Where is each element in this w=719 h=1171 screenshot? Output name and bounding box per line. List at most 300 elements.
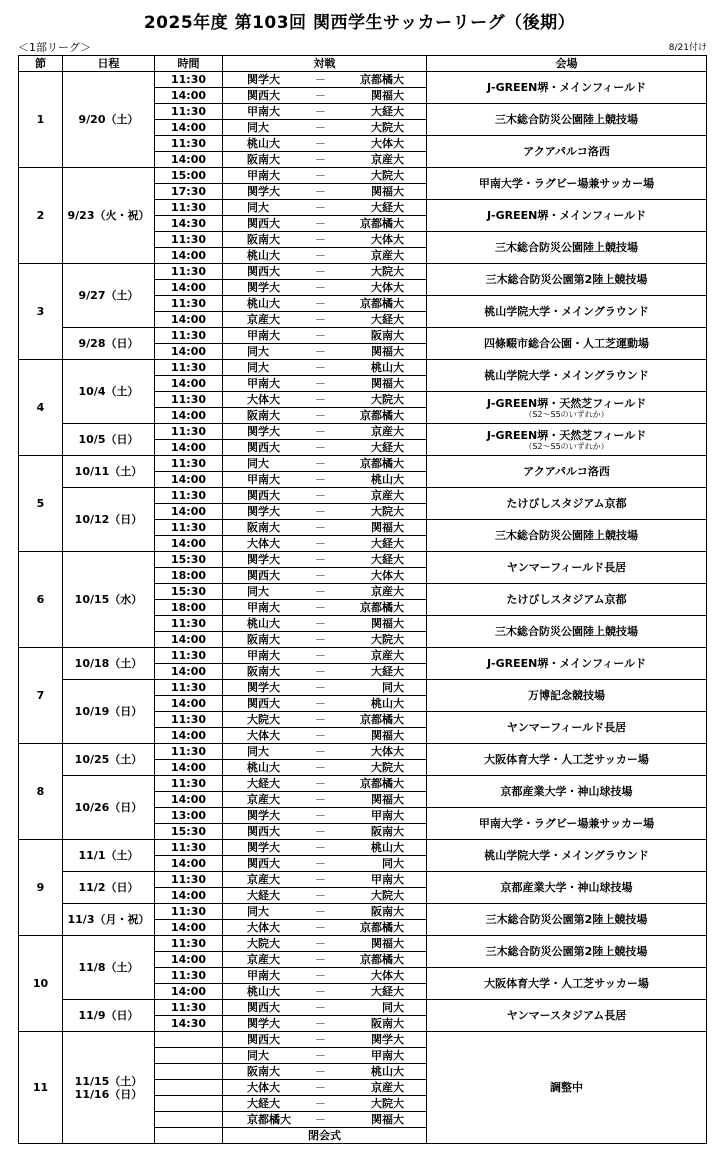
venue-name: 桃山学院大学・メイングラウンド — [484, 849, 649, 862]
match-pair — [223, 873, 426, 886]
venue-name: アクアパルコ洛西 — [523, 145, 610, 158]
away-team: 京都橘大 — [360, 73, 404, 86]
match-time: 11:30 — [155, 872, 223, 888]
vs-dash: － — [315, 649, 326, 662]
home-team: 大経大 — [247, 1097, 280, 1110]
vs-dash: － — [315, 1113, 326, 1126]
round-number: 5 — [19, 456, 63, 552]
match-time: 14:00 — [155, 792, 223, 808]
match-pair — [223, 329, 426, 342]
match-cell — [223, 840, 427, 856]
venue-name: 三木総合防災公園第2陸上競技場 — [485, 913, 648, 926]
match-pair — [223, 537, 426, 550]
vs-dash: － — [315, 809, 326, 822]
round-number: 4 — [19, 360, 63, 456]
closing-ceremony: 閉会式 — [223, 1128, 427, 1144]
match-pair — [223, 249, 426, 262]
venue-name: J-GREEN堺・メインフィールド — [486, 209, 647, 222]
match-time — [155, 1128, 223, 1144]
away-team: 関福大 — [371, 617, 404, 630]
match-cell — [223, 728, 427, 744]
home-team: 甲南大 — [247, 377, 280, 390]
match-pair — [223, 841, 426, 854]
match-pair — [223, 377, 426, 390]
away-team: 京都橘大 — [360, 921, 404, 934]
match-cell — [223, 1112, 427, 1128]
away-team: 大経大 — [371, 985, 404, 998]
match-pair — [223, 361, 426, 374]
home-team: 関西大 — [247, 1001, 280, 1014]
home-team: 関西大 — [247, 489, 280, 502]
table-row — [19, 648, 707, 664]
match-pair — [223, 857, 426, 870]
home-team: 関西大 — [247, 857, 280, 870]
away-team: 京産大 — [371, 249, 404, 262]
venue-name: 大阪体育大学・人工芝サッカー場 — [484, 977, 649, 990]
match-time: 14:00 — [155, 312, 223, 328]
vs-dash: － — [315, 137, 326, 150]
away-team: 京産大 — [371, 489, 404, 502]
venue-name: 万博記念競技場 — [528, 689, 605, 702]
vs-dash: － — [315, 953, 326, 966]
match-date: 11/3（月・祝） — [63, 904, 155, 936]
vs-dash: － — [315, 409, 326, 422]
match-cell — [223, 888, 427, 904]
home-team: 大経大 — [247, 777, 280, 790]
venue — [427, 136, 707, 168]
match-time: 14:00 — [155, 280, 223, 296]
header-match: 対戦 — [223, 56, 427, 72]
away-team: 関福大 — [371, 793, 404, 806]
home-team: 関学大 — [247, 809, 280, 822]
home-team: 甲南大 — [247, 601, 280, 614]
venue-name: 四條畷市総合公園・人工芝運動場 — [484, 337, 649, 350]
venue — [427, 200, 707, 232]
round-number: 3 — [19, 264, 63, 360]
vs-dash: － — [315, 457, 326, 470]
home-team: 甲南大 — [247, 473, 280, 486]
match-date: 9/28（日） — [63, 328, 155, 360]
home-team: 関西大 — [247, 89, 280, 102]
home-team: 同大 — [247, 1049, 269, 1062]
match-cell — [223, 664, 427, 680]
home-team: 関西大 — [247, 265, 280, 278]
vs-dash: － — [315, 233, 326, 246]
vs-dash: － — [315, 313, 326, 326]
match-pair — [223, 345, 426, 358]
match-date: 11/1（土） — [63, 840, 155, 872]
header-time: 時間 — [155, 56, 223, 72]
away-team: 関福大 — [371, 89, 404, 102]
match-pair — [223, 441, 426, 454]
home-team: 阪南大 — [247, 233, 280, 246]
match-time — [155, 1112, 223, 1128]
venue — [427, 584, 707, 616]
home-team: 関西大 — [247, 1033, 280, 1046]
match-cell — [223, 568, 427, 584]
vs-dash: － — [315, 601, 326, 614]
away-team: 関福大 — [371, 1113, 404, 1126]
venue — [427, 520, 707, 552]
away-team: 大院大 — [371, 633, 404, 646]
match-cell — [223, 104, 427, 120]
match-date: 10/15（水） — [63, 552, 155, 648]
home-team: 大体大 — [247, 921, 280, 934]
venue — [427, 904, 707, 936]
table-row — [19, 72, 707, 88]
home-team: 関学大 — [247, 425, 280, 438]
away-team: 同大 — [382, 857, 404, 870]
vs-dash: － — [315, 1001, 326, 1014]
home-team: 京都橘大 — [247, 1113, 291, 1126]
home-team: 大院大 — [247, 937, 280, 950]
match-cell — [223, 776, 427, 792]
match-cell — [223, 312, 427, 328]
match-pair — [223, 505, 426, 518]
away-team: 京産大 — [371, 425, 404, 438]
match-cell — [223, 744, 427, 760]
match-pair — [223, 761, 426, 774]
match-cell — [223, 408, 427, 424]
match-pair — [223, 665, 426, 678]
home-team: 大体大 — [247, 1081, 280, 1094]
match-date: 10/19（日） — [63, 680, 155, 744]
match-pair — [223, 489, 426, 502]
vs-dash: － — [315, 281, 326, 294]
match-cell — [223, 872, 427, 888]
away-team: 大院大 — [371, 1097, 404, 1110]
venue: 調整中 — [427, 1032, 707, 1144]
match-cell — [223, 216, 427, 232]
home-team: 同大 — [247, 905, 269, 918]
vs-dash: － — [315, 713, 326, 726]
match-time: 11:30 — [155, 328, 223, 344]
match-cell — [223, 440, 427, 456]
venue-name: J-GREEN堺・天然芝フィールド — [486, 396, 647, 410]
venue-name: 桃山学院大学・メイングラウンド — [484, 369, 649, 382]
match-cell — [223, 760, 427, 776]
table-row — [19, 776, 707, 792]
match-pair — [223, 121, 426, 134]
venue — [427, 296, 707, 328]
vs-dash: － — [315, 969, 326, 982]
round-number: 2 — [19, 168, 63, 264]
match-pair — [223, 185, 426, 198]
venue — [427, 168, 707, 200]
vs-dash: － — [315, 937, 326, 950]
match-time: 14:00 — [155, 504, 223, 520]
match-time: 14:00 — [155, 632, 223, 648]
match-cell — [223, 904, 427, 920]
table-row — [19, 904, 707, 920]
match-pair — [223, 201, 426, 214]
match-cell — [223, 632, 427, 648]
header-date: 日程 — [63, 56, 155, 72]
match-cell — [223, 1064, 427, 1080]
home-team: 同大 — [247, 457, 269, 470]
home-team: 甲南大 — [247, 169, 280, 182]
vs-dash: － — [315, 441, 326, 454]
match-time — [155, 1064, 223, 1080]
venue-name: J-GREEN堺・天然芝フィールド — [486, 428, 647, 442]
match-cell — [223, 1016, 427, 1032]
match-time: 11:30 — [155, 456, 223, 472]
match-time: 14:00 — [155, 536, 223, 552]
header-row — [19, 56, 707, 72]
match-cell — [223, 1096, 427, 1112]
match-cell — [223, 856, 427, 872]
match-cell — [223, 712, 427, 728]
match-cell — [223, 344, 427, 360]
venue-note: （S2～S5のいずれか） — [524, 409, 609, 419]
vs-dash: － — [315, 425, 326, 438]
home-team: 同大 — [247, 345, 269, 358]
match-pair — [223, 281, 426, 294]
venue — [427, 1000, 707, 1032]
match-pair — [223, 793, 426, 806]
match-time: 11:30 — [155, 360, 223, 376]
venue — [427, 232, 707, 264]
home-team: 大経大 — [247, 889, 280, 902]
away-team: 大院大 — [371, 889, 404, 902]
match-cell — [223, 424, 427, 440]
away-team: 大体大 — [371, 233, 404, 246]
table-row — [19, 264, 707, 280]
venue — [427, 840, 707, 872]
match-time — [155, 1048, 223, 1064]
vs-dash: － — [315, 633, 326, 646]
vs-dash: － — [315, 761, 326, 774]
match-pair — [223, 617, 426, 630]
vs-dash: － — [315, 681, 326, 694]
table-row — [19, 424, 707, 440]
match-pair — [223, 1097, 426, 1110]
match-time: 11:30 — [155, 232, 223, 248]
away-team: 関福大 — [371, 937, 404, 950]
away-team: 大院大 — [371, 121, 404, 134]
match-pair — [223, 649, 426, 662]
match-pair — [223, 809, 426, 822]
match-cell — [223, 600, 427, 616]
venue — [427, 424, 707, 456]
home-team: 同大 — [247, 121, 269, 134]
table-row — [19, 840, 707, 856]
venue — [427, 552, 707, 584]
vs-dash: － — [315, 825, 326, 838]
home-team: 関学大 — [247, 681, 280, 694]
vs-dash: － — [315, 1017, 326, 1030]
match-time: 11:30 — [155, 680, 223, 696]
match-pair — [223, 953, 426, 966]
vs-dash: － — [315, 905, 326, 918]
match-time: 11:30 — [155, 936, 223, 952]
match-cell — [223, 376, 427, 392]
home-team: 阪南大 — [247, 1065, 280, 1078]
match-time: 18:00 — [155, 600, 223, 616]
match-cell — [223, 552, 427, 568]
table-row — [19, 488, 707, 504]
away-team: 大体大 — [371, 281, 404, 294]
home-team: 桃山大 — [247, 297, 280, 310]
vs-dash: － — [315, 1033, 326, 1046]
match-cell — [223, 536, 427, 552]
match-cell — [223, 792, 427, 808]
table-row — [19, 168, 707, 184]
venue — [427, 488, 707, 520]
away-team: 関福大 — [371, 377, 404, 390]
vs-dash: － — [315, 89, 326, 102]
match-date: 10/25（土） — [63, 744, 155, 776]
vs-dash: － — [315, 841, 326, 854]
venue-name: たけびしスタジアム京都 — [506, 497, 627, 510]
match-time: 11:30 — [155, 520, 223, 536]
match-cell — [223, 120, 427, 136]
match-cell — [223, 168, 427, 184]
away-team: 関福大 — [371, 521, 404, 534]
match-time: 15:30 — [155, 552, 223, 568]
away-team: 京都橘大 — [360, 601, 404, 614]
match-cell — [223, 808, 427, 824]
match-time: 14:00 — [155, 344, 223, 360]
match-cell — [223, 248, 427, 264]
match-pair — [223, 1033, 426, 1046]
venue — [427, 968, 707, 1000]
home-team: 甲南大 — [247, 649, 280, 662]
venue — [427, 456, 707, 488]
match-cell — [223, 1032, 427, 1048]
match-time: 11:30 — [155, 424, 223, 440]
home-team: 関学大 — [247, 281, 280, 294]
venue-name: 三木総合防災公園陸上競技場 — [495, 241, 638, 254]
vs-dash: － — [315, 873, 326, 886]
vs-dash: － — [315, 729, 326, 742]
match-time: 11:30 — [155, 840, 223, 856]
match-time: 14:00 — [155, 856, 223, 872]
match-time: 15:00 — [155, 168, 223, 184]
match-pair — [223, 217, 426, 230]
match-cell — [223, 696, 427, 712]
venue-name: 京都産業大学・神山球技場 — [500, 785, 633, 798]
match-cell — [223, 488, 427, 504]
away-team: 京都橘大 — [360, 777, 404, 790]
match-pair — [223, 1001, 426, 1014]
match-time: 11:30 — [155, 488, 223, 504]
match-cell — [223, 968, 427, 984]
home-team: 大体大 — [247, 393, 280, 406]
vs-dash: － — [315, 361, 326, 374]
round-number: 8 — [19, 744, 63, 840]
round-number: 11 — [19, 1032, 63, 1144]
home-team: 桃山大 — [247, 617, 280, 630]
away-team: 桃山大 — [371, 697, 404, 710]
home-team: 関西大 — [247, 217, 280, 230]
match-pair — [223, 393, 426, 406]
venue — [427, 872, 707, 904]
home-team: 京産大 — [247, 793, 280, 806]
away-team: 関福大 — [371, 729, 404, 742]
venue — [427, 392, 707, 424]
match-pair — [223, 425, 426, 438]
match-cell — [223, 200, 427, 216]
away-team: 桃山大 — [371, 841, 404, 854]
match-cell — [223, 296, 427, 312]
away-team: 大院大 — [371, 265, 404, 278]
away-team: 京都橘大 — [360, 713, 404, 726]
table-row — [19, 552, 707, 568]
match-time: 11:30 — [155, 744, 223, 760]
home-team: 同大 — [247, 585, 269, 598]
home-team: 関学大 — [247, 1017, 280, 1030]
vs-dash: － — [315, 537, 326, 550]
match-pair — [223, 313, 426, 326]
match-time: 11:30 — [155, 136, 223, 152]
home-team: 関学大 — [247, 553, 280, 566]
match-time — [155, 1096, 223, 1112]
match-time: 11:30 — [155, 968, 223, 984]
match-date: 9/23（火・祝） — [63, 168, 155, 264]
venue-name: 三木総合防災公園第2陸上競技場 — [485, 273, 648, 286]
match-time: 11:30 — [155, 776, 223, 792]
match-date: 10/4（土） — [63, 360, 155, 424]
match-pair — [223, 169, 426, 182]
table-row — [19, 872, 707, 888]
round-number: 7 — [19, 648, 63, 744]
match-pair — [223, 697, 426, 710]
vs-dash: － — [315, 505, 326, 518]
round-number: 10 — [19, 936, 63, 1032]
match-pair — [223, 585, 426, 598]
match-cell — [223, 584, 427, 600]
away-team: 桃山大 — [371, 473, 404, 486]
match-pair — [223, 1017, 426, 1030]
vs-dash: － — [315, 585, 326, 598]
match-date: 10/11（土） — [63, 456, 155, 488]
match-cell — [223, 824, 427, 840]
venue-note: （S2～S5のいずれか） — [524, 441, 609, 451]
match-time: 14:00 — [155, 248, 223, 264]
away-team: 同大 — [382, 1001, 404, 1014]
away-team: 大院大 — [371, 169, 404, 182]
away-team: 甲南大 — [371, 809, 404, 822]
match-pair — [223, 889, 426, 902]
away-team: 京都橘大 — [360, 297, 404, 310]
vs-dash: － — [315, 489, 326, 502]
match-time: 11:30 — [155, 104, 223, 120]
venue — [427, 328, 707, 360]
home-team: 同大 — [247, 745, 269, 758]
match-time: 11:30 — [155, 648, 223, 664]
vs-dash: － — [315, 217, 326, 230]
match-pair — [223, 601, 426, 614]
match-cell — [223, 72, 427, 88]
home-team: 阪南大 — [247, 633, 280, 646]
home-team: 京産大 — [247, 873, 280, 886]
match-pair — [223, 265, 426, 278]
home-team: 関西大 — [247, 697, 280, 710]
home-team: 大体大 — [247, 729, 280, 742]
vs-dash: － — [315, 393, 326, 406]
home-team: 大院大 — [247, 713, 280, 726]
venue-name: 京都産業大学・神山球技場 — [500, 881, 633, 894]
away-team: 京産大 — [371, 649, 404, 662]
match-date — [63, 1032, 155, 1144]
venue-name: ヤンマーフィールド長居 — [506, 561, 627, 574]
match-pair — [223, 1065, 426, 1078]
away-team: 大経大 — [371, 665, 404, 678]
match-cell — [223, 1080, 427, 1096]
match-time: 11:30 — [155, 200, 223, 216]
home-team: 同大 — [247, 201, 269, 214]
